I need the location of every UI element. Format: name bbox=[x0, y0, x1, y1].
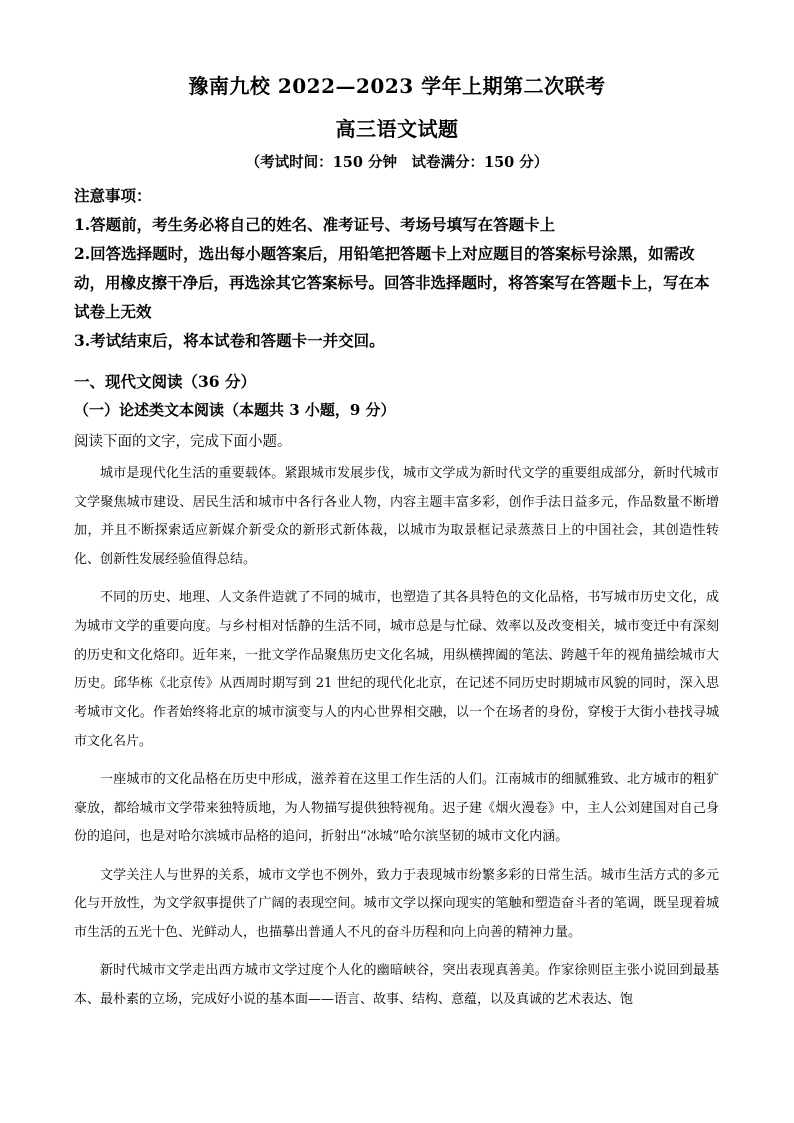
reading-passage bbox=[74, 460, 719, 1024]
reading-instruction: 阅读下面的文字，完成下面小题。 bbox=[74, 434, 292, 450]
section-subtitle: （一）论述类文本阅读（本题共 3 小题，9 分） bbox=[74, 401, 396, 419]
exam-title: 豫南九校 2022—2023 学年上期第二次联考 bbox=[188, 74, 606, 98]
passage-paragraph-2: 不同的历史、地理、人文条件造就了不同的城市，也塑造了其各具特色的文化品格，书写城市历史文化，成为城市文学的重要向度。与乡村相对恬静的生活不同，城市总是与忙碌、效率以及改变相关，城市变迁中有深刻的历史和文化烙印。近年来，一批文学作品聚焦历史文化名城，用纵横捭阖的笔法、跨越千年的视角描绘城市大历史。邱华栋《北京传》从西周时期写到 21 世纪的现代化北京，在记述不同历史时期城市风貌的同时，深入思考城市文化。作者始终将北京的城市演变与人的内心世界相交融，以一个在场者的身份，穿梭于大街小巷找寻城市文化名片。 bbox=[74, 590, 719, 749]
exam-info: （考试时间：150 分钟 试卷满分：150 分） bbox=[245, 154, 549, 171]
notes-heading: 注意事项： bbox=[74, 186, 152, 205]
exam-subtitle: 高三语文试题 bbox=[335, 117, 459, 141]
note-item-3: 3.考试结束后，将本试卷和答题卡一并交回。 bbox=[74, 331, 385, 350]
section-title: 一、现代文阅读（36 分） bbox=[74, 372, 256, 391]
note-item-1: 1.答题前，考生务必将自己的姓名、准考证号、考场号填写在答题卡上 bbox=[74, 215, 556, 234]
passage-paragraph-1: 城市是现代化生活的重要载体。紧跟城市发展步伐，城市文学成为新时代文学的重要组成部分，新时代城市文学聚焦城市建设、居民生活和城市中各行各业人物，内容主题丰富多彩，创作手法日益多元，作品数量不断增加，并且不断探索适应新媒介新受众的新形式新体裁，以城市为取景框记录蒸蒸日上的中国社会，其创造性转化、创新性发展经验值得总结。 bbox=[74, 466, 719, 568]
passage-paragraph-5: 新时代城市文学走出西方城市文学过度个人化的幽暗峡谷，突出表现真善美。作家徐则臣主张小说回到最基本、最朴素的立场，完成好小说的基本面——语言、故事、结构、意蕴，以及真诚的艺术表达、饱 bbox=[74, 963, 719, 1007]
notes-block bbox=[74, 181, 724, 355]
passage-paragraph-3: 一座城市的文化品格在历史中形成，滋养着在这里工作生活的人们。江南城市的细腻雅致、北方城市的粗犷豪放，都给城市文学带来独特质地，为人物描写提供独特视角。迟子建《烟火漫卷》中，主人公刘建国对自己身份的追问，也是对哈尔滨城市品格的追问，折射出“冰城”哈尔滨坚韧的城市文化内涵。 bbox=[74, 772, 719, 845]
note-item-2: 2.回答选择题时，选出每小题答案后，用铅笔把答题卡上对应题目的答案标号涂黑，如需改动，用橡皮擦干净后，再选涂其它答案标号。回答非选择题时，将答案写在答题卡上，写在本试卷上无效 bbox=[74, 244, 710, 321]
passage-paragraph-4: 文学关注人与世界的关系，城市文学也不例外，致力于表现城市纷繁多彩的日常生活。城市生活方式的多元化与开放性，为文学叙事提供了广阔的表现空间。城市文学以探向现实的笔触和塑造奋斗者的笔调，既呈现着城市生活的五光十色、光鲜动人，也描摹出普通人不凡的奋斗历程和向上向善的精神力量。 bbox=[74, 867, 719, 941]
